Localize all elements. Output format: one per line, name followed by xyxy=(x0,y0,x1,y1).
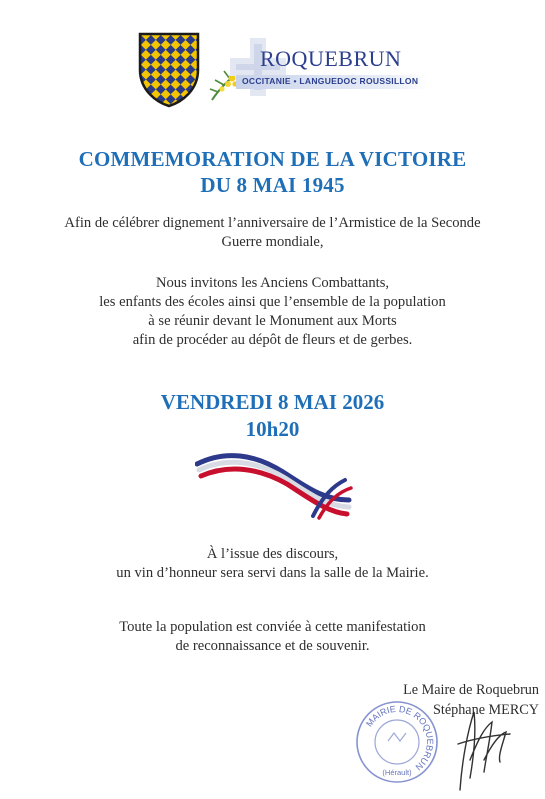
reception-line-2: un vin d’honneur sera servi dans la salle de la Mairie. xyxy=(116,565,429,581)
mayor-name: Stéphane MERCY xyxy=(432,702,539,718)
stamp-text: MAIRIE DE ROQUEBRUN xyxy=(364,703,436,773)
page-title xyxy=(0,146,545,198)
closing-line-1: Toute la population est conviée à cette manifestation xyxy=(119,619,426,635)
handwritten-signature-icon xyxy=(440,700,530,795)
stamp-subtext: (Hérault) xyxy=(382,768,412,777)
region-banner xyxy=(236,74,428,92)
invitation-line-1: Nous invitons les Anciens Combattants, xyxy=(155,275,390,291)
region-label: OCCITANIE • LANGUEDOC ROUSSILLON xyxy=(242,76,419,86)
mayor-title: Le Maire de Roquebrun xyxy=(403,682,539,698)
intro-line-2: Guerre mondiale, xyxy=(221,234,324,250)
roquebrun-logo xyxy=(136,30,426,108)
coat-of-arms-icon xyxy=(136,30,214,108)
invitation-paragraph xyxy=(0,274,545,350)
intro-line-1: Afin de célébrer dignement l’anniversaire de l’Armistice de la Seconde xyxy=(64,215,481,231)
closing-paragraph xyxy=(0,618,545,656)
invitation-line-2: les enfants des écoles ainsi que l’ensemble de la population xyxy=(99,294,446,310)
town-name: ROQUEBRUN xyxy=(260,46,402,71)
title-line-1: COMMEMORATION DE LA VICTOIRE xyxy=(78,147,467,171)
event-date-time xyxy=(0,389,545,443)
reception-paragraph xyxy=(0,545,545,583)
event-date: VENDREDI 8 MAI 2026 xyxy=(160,390,385,414)
invitation-line-3: à se réunir devant le Monument aux Morts xyxy=(148,313,397,329)
closing-line-2: de reconnaissance et de souvenir. xyxy=(175,638,370,654)
tricolor-ribbon-icon xyxy=(195,450,355,522)
invitation-line-4: afin de procéder au dépôt de fleurs et de gerbes. xyxy=(132,332,413,348)
event-time: 10h20 xyxy=(245,417,300,441)
title-line-2: DU 8 MAI 1945 xyxy=(200,173,345,197)
reception-line-1: À l’issue des discours, xyxy=(206,546,339,562)
intro-paragraph xyxy=(0,214,545,252)
